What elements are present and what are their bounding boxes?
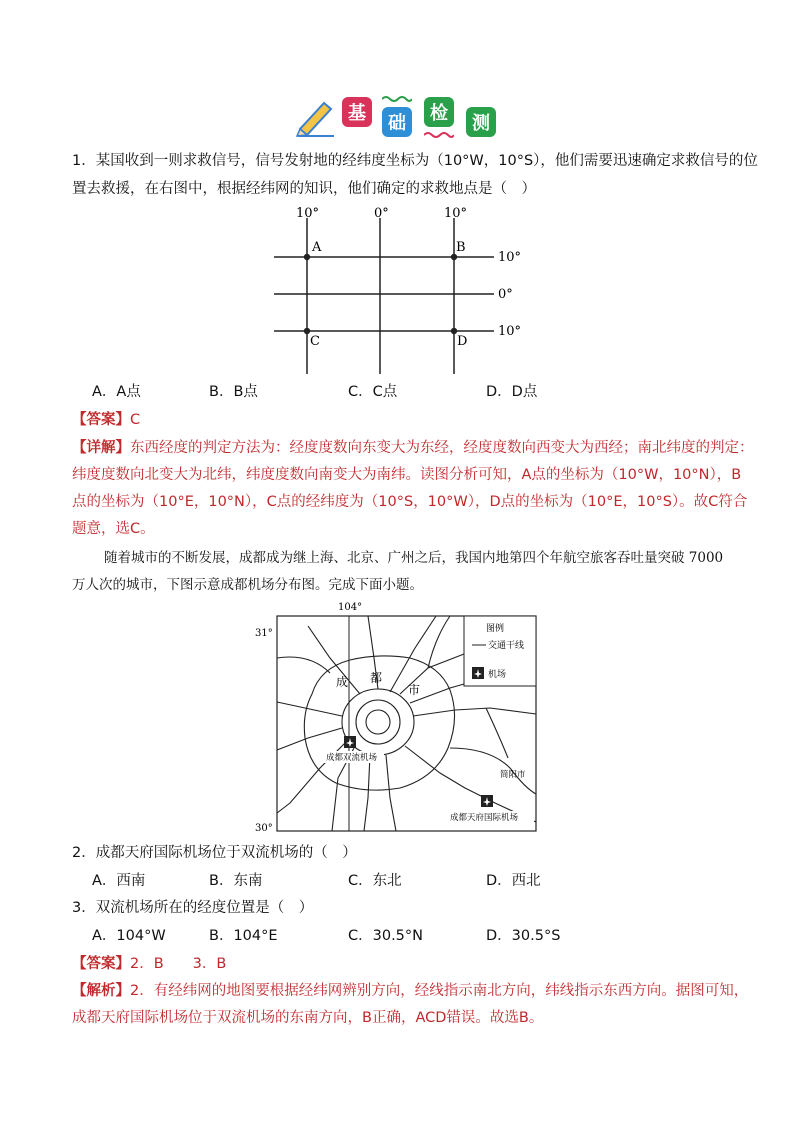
lat-lon-grid-figure [268, 200, 528, 378]
q1-option-a: A．A点 [92, 384, 141, 400]
q2-option-c: C．东北 [348, 873, 402, 889]
q23-answer [72, 954, 226, 974]
answer-value: 2．B 3．B [130, 956, 227, 972]
map-city-char: 成 [336, 675, 349, 689]
pencil-icon [294, 97, 336, 137]
q1-stem-line1: 1．某国收到一则求救信号，信号发射地的经纬度坐标为（10°W，10°S），他们需要迅速确定求救信号的位 [72, 153, 758, 169]
q1-detail-line3: 点的坐标为（10°E，10°N），C点的经纬度为（10°S，10°W），D点的坐标为（10°E，10°S）。故C符合 [72, 494, 748, 510]
q1-detail-line4: 题意，选C。 [72, 521, 155, 537]
legend-road-label: 交通干线 [488, 641, 525, 651]
answer-value: C [130, 412, 141, 428]
map-city-char: 市 [408, 683, 421, 697]
map-city-char: 都 [370, 671, 383, 685]
wave-decoration [382, 95, 412, 103]
detail-tag: 【详解】 [72, 440, 130, 456]
banner-tile-1: 基 [342, 97, 372, 127]
q2-stem: 2．成都天府国际机场位于双流机场的（ ） [72, 845, 357, 861]
grid-top-label: 0° [374, 206, 389, 221]
grid-point-label: D [457, 334, 468, 349]
q2-option-d: D．西北 [486, 873, 541, 889]
q3-stem: 3．双流机场所在的经度位置是（ ） [72, 900, 314, 916]
grid-top-label: 10° [444, 206, 468, 221]
grid-right-label: 10° [498, 324, 522, 339]
q1-answer [72, 410, 140, 430]
map-latitude-bottom: 30° [255, 823, 273, 834]
analysis-tag: 【解析】 [72, 983, 130, 999]
q1-option-c: C．C点 [348, 384, 398, 400]
banner-tile-2: 础 [382, 107, 412, 137]
q1-detail-line2: 纬度度数向北变大为北纬，纬度度数向南变大为南纬。读图分析可知，A点的坐标为（10°W，10°N），B [72, 467, 742, 483]
jianyang-label: 简阳市 [500, 770, 526, 780]
banner-tile-4: 测 [466, 107, 496, 137]
q1-detail-line1 [72, 438, 754, 458]
grid-point-label: B [456, 240, 466, 255]
q2-option-a: A．西南 [92, 873, 146, 889]
q3-option-a: A．104°W [92, 928, 166, 944]
q1-option-d: D．D点 [486, 384, 538, 400]
banner-tile-3: 检 [424, 97, 454, 127]
shuangliu-airport-label: 成都双流机场 [326, 753, 378, 763]
map-longitude-label: 104° [338, 602, 363, 613]
q2-option-b: B．东南 [209, 873, 263, 889]
q3-option-c: C．30.5°N [348, 928, 424, 944]
grid-point-label: A [312, 240, 322, 255]
passage-line1: 随着城市的不断发展，成都成为继上海、北京、广州之后，我国内地第四个年航空旅客吞吐量突破 7000 [104, 550, 724, 566]
answer-tag: 【答案】 [72, 956, 130, 972]
q23-analysis-line1 [72, 981, 748, 1001]
legend-title: 图例 [486, 624, 505, 634]
detail-text: 东西经度的判定方法为：经度度数向东变大为东经，经度度数向西变大为西经；南北纬度的判定： [130, 440, 754, 456]
legend-airport-label: 机场 [488, 670, 507, 680]
section-banner [290, 95, 505, 145]
q1-stem-line2: 置去救援，在右图中，根据经纬网的知识，他们确定的求救地点是（ ） [72, 181, 536, 197]
map-latitude-top: 31° [255, 628, 273, 639]
chengdu-airport-map [250, 598, 550, 838]
wave-decoration [424, 131, 454, 139]
grid-point-label: C [310, 334, 320, 349]
q3-option-d: D．30.5°S [486, 928, 561, 944]
grid-point-a [304, 254, 310, 260]
answer-tag: 【答案】 [72, 412, 130, 428]
q3-option-b: B．104°E [209, 928, 278, 944]
tianfu-airport-label: 成都天府国际机场 [450, 813, 519, 823]
q23-analysis-line2: 成都天府国际机场位于双流机场的东南方向，B正确，ACD错误。故选B。 [72, 1010, 544, 1026]
grid-right-label: 0° [498, 287, 513, 302]
grid-right-label: 10° [498, 250, 522, 265]
q1-option-b: B．B点 [209, 384, 258, 400]
grid-top-label: 10° [296, 206, 320, 221]
analysis-text: 2．有经纬网的地图要根据经纬网辨别方向，经线指示南北方向，纬线指示东西方向。据图可知， [130, 983, 749, 999]
passage-line2: 万人次的城市，下图示意成都机场分布图。完成下面小题。 [72, 577, 423, 593]
